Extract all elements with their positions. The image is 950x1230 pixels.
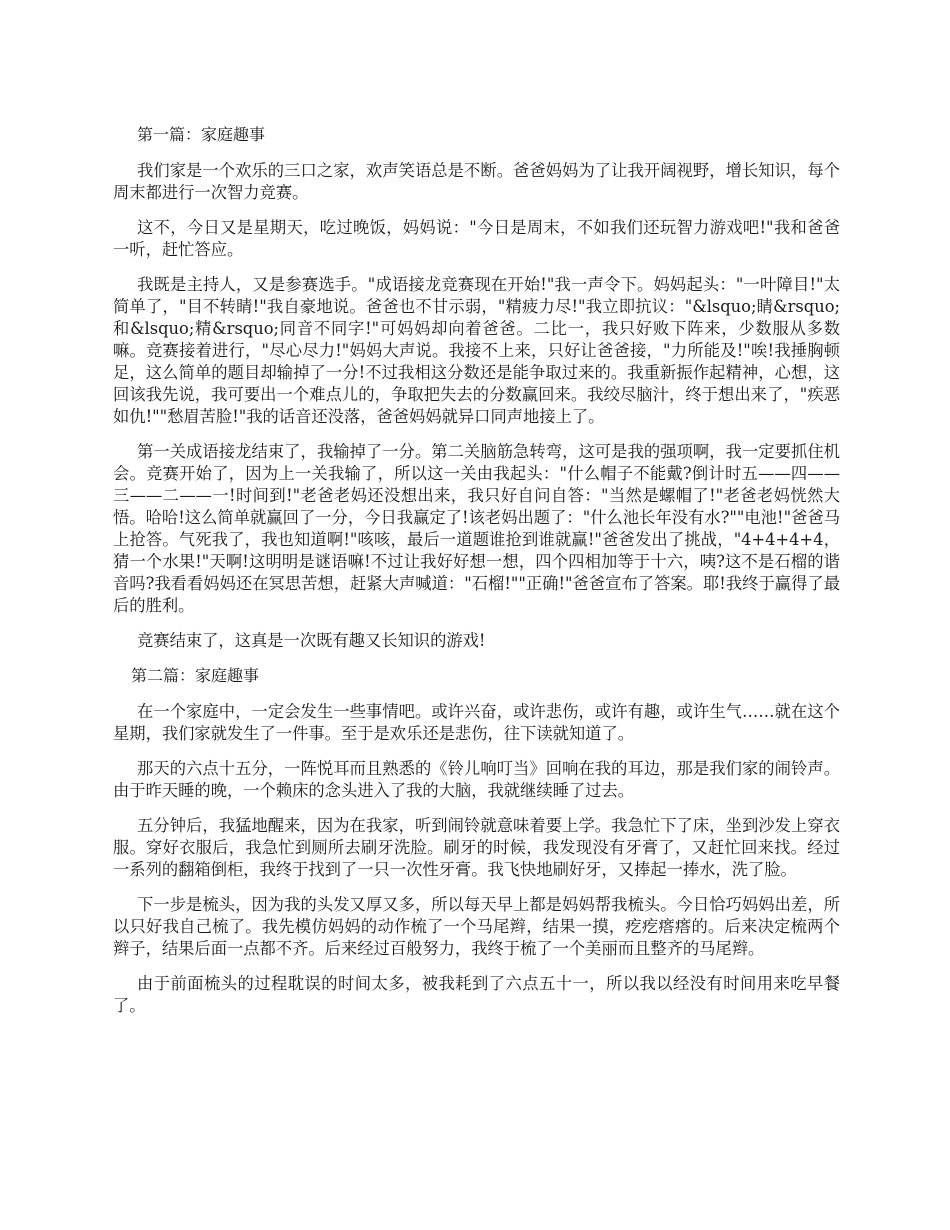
paragraph: 下一步是梳头，因为我的头发又厚又多，所以每天早上都是妈妈帮我梳头。今日恰巧妈妈出差，所以只好我自己梳了。我先模仿妈妈的动作梳了一个马尾辫，结果一摸，疙疙瘩瘩的。后来决定梳两个辫子，结果后面一点都不齐。后来经过百般努力，我终于梳了一个美丽而且整齐的马尾辫。 — [113, 895, 840, 958]
paragraph: 我们家是一个欢乐的三口之家，欢声笑语总是不断。爸爸妈妈为了让我开阔视野，增长知识，每个周末都进行一次智力竞赛。 — [113, 161, 840, 202]
paragraph: 那天的六点十五分，一阵悦耳而且熟悉的《铃儿响叮当》回响在我的耳边，那是我们家的闹铃声。由于昨天睡的晚，一个赖床的念头进入了我的大脑，我就继续睡了过去。 — [113, 759, 840, 800]
section-1 — [113, 124, 840, 652]
section-heading: 第一篇：家庭趣事 — [137, 125, 266, 144]
paragraph: 第一关成语接龙结束了，我输掉了一分。第二关脑筋急转弯，这可是我的强项啊，我一定要抓住机会。竞赛开始了，因为上一关我输了，所以这一关由我起头："什么帽子不能戴?倒计时五——四——三——二——一!时间到!"老爸老妈还没想出来，我只好自问自答："当然是螺帽了!"老爸老妈恍然大悟。哈哈!这么简单就赢回了一分，今日我赢定了!该老妈出题了："什么池长年没有水?""电池!"爸爸马上抢答。气死我了，我也知道啊!"咳咳，最后一道题谁抢到谁就赢!"爸爸发出了挑战，"4+4+4+4，猜一个水果!"天啊!这明明是谜语嘛!不过让我好好想一想，四个四相加等于十六，咦?这不是石榴的谐音吗?我看看妈妈还在冥思苦想，赶紧大声喊道："石榴!""正确!"爸爸宣布了答案。耶!我终于赢得了最后的胜利。 — [113, 442, 840, 615]
paragraph: 五分钟后，我猛地醒来，因为在我家，听到闹铃就意味着要上学。我急忙下了床，坐到沙发上穿衣服。穿好衣服后，我急忙到厕所去刷牙洗脸。刷牙的时候，我发现没有牙膏了，又赶忙回来找。经过一系列的翻箱倒柜，我终于找到了一只一次性牙膏。我飞快地刷好牙，又捧起一捧水，洗了脸。 — [113, 816, 840, 879]
document-page — [113, 120, 840, 1030]
paragraph: 由于前面梳头的过程耽误的时间太多，被我耗到了六点五十一，所以我以经没有时间用来吃早餐了。 — [113, 974, 840, 1015]
section-2 — [113, 665, 840, 1017]
paragraph: 在一个家庭中，一定会发生一些事情吧。或许兴奋，或许悲伤，或许有趣，或许生气……就在这个星期，我们家就发生了一件事。至于是欢乐还是悲伤，往下读就知道了。 — [113, 702, 840, 743]
paragraph: 我既是主持人，又是参赛选手。"成语接龙竞赛现在开始!"我一声令下。妈妈起头："一叶障目!"太简单了，"目不转睛!"我自豪地说。爸爸也不甘示弱，"精疲力尽!"我立即抗议："&lsquo;睛&rsquo;和&lsquo;精&rsquo;同音不同字!"可妈妈却向着爸爸。二比一，我只好败下阵来，少数服从多数嘛。竞赛接着进行，"尽心尽力!"妈妈大声说。我接不上来，只好让爸爸接，"力所能及!"唉!我捶胸顿足，这么简单的题目却输掉了一分!不过我相这分数还是能争取过来的。我重新振作起精神，心想，这回该我先说，我可要出一个难点儿的，争取把失去的分数赢回来。我绞尽脑汁，终于想出来了，"疾恶如仇!""愁眉苦脸!"我的话音还没落，爸爸妈妈就异口同声地接上了。 — [113, 275, 840, 426]
paragraph: 竞赛结束了，这真是一次既有趣又长知识的游戏! — [137, 631, 486, 650]
paragraph: 这不，今日又是星期天，吃过晚饭，妈妈说："今日是周末，不如我们还玩智力游戏吧!"我和爸爸一听，赶忙答应。 — [113, 218, 840, 259]
section-heading: 第二篇：家庭趣事 — [131, 666, 260, 685]
